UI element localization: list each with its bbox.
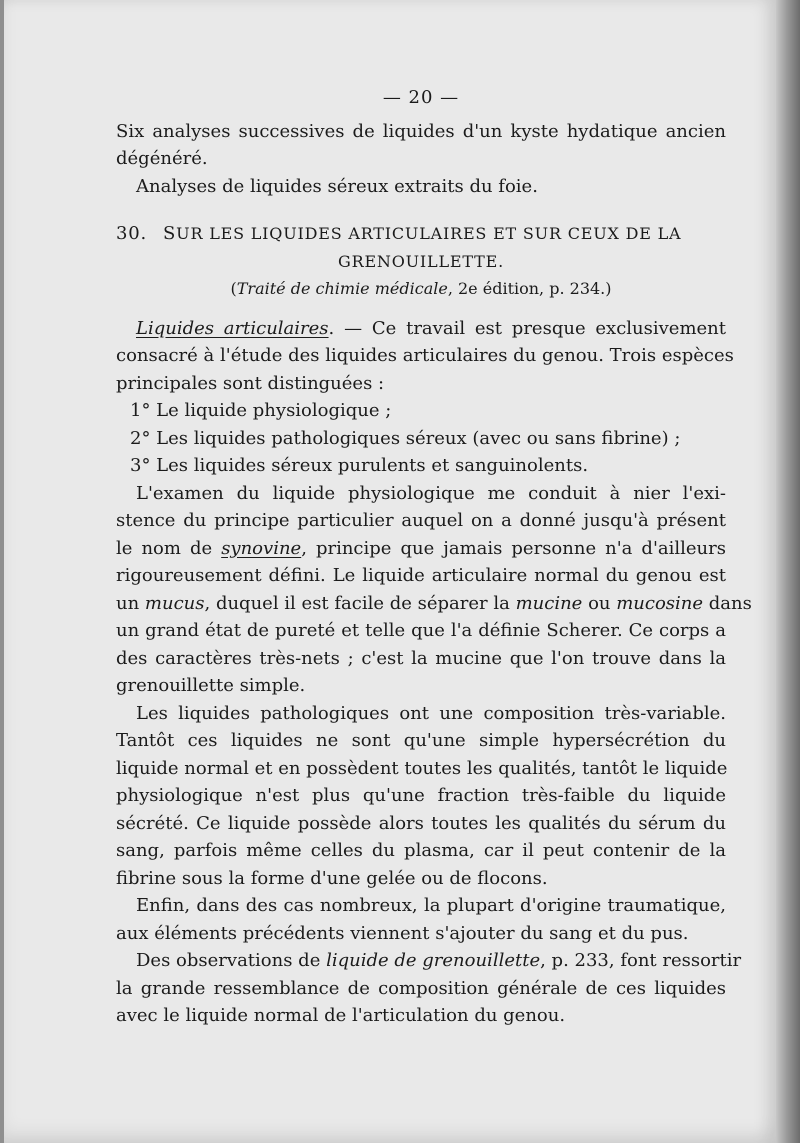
section-number: 30. [116,223,148,244]
paragraph-line: Des observations de liquide de grenouillette, p. 233, font ressortir [136,950,742,971]
page-number: — 20 — [382,87,460,108]
paragraph-line: sang, parfois même celles du plasma, car il peut contenir de la [116,840,726,861]
page-text [116,84,752,1030]
paragraph-line: Enfin, dans des cas nombreux, la plupart d'origine traumatique, [136,895,726,916]
section-reference: (Traité de chimie médicale, 2e édition, p. 234.) [230,279,612,298]
document-page [4,0,776,1143]
list-item: 2° Les liquides pathologiques séreux (avec ou sans fibrine) ; [130,427,681,449]
paragraph-line: rigoureusement défini. Le liquide articulaire normal du genou est [116,565,726,586]
paragraph-line: liquide normal et en possèdent toutes les qualités, tantôt le liquide [116,757,728,779]
paragraph-line: des caractères très-nets ; c'est la mucine que l'on trouve dans la [116,647,726,669]
section-title-line1: UR LES LIQUIDES ARTICULAIRES ET SUR CEUX DE LA [176,224,682,243]
list-item: 1° Le liquide physiologique ; [130,400,392,421]
intro-line: Analyses de liquides séreux extraits du foie. [136,175,538,197]
paragraph-line: avec le liquide normal de l'articulation du genou. [116,1005,566,1026]
paragraph-line: un grand état de pureté et telle que l'a définie Scherer. Ce corps a [116,620,726,641]
paragraph-line: Liquides articulaires. — Ce travail est presque exclusivement [136,317,726,339]
section-title-initial: S [163,223,177,244]
paragraph-line: Les liquides pathologiques ont une composition très-variable. [136,702,726,724]
paragraph-line: L'examen du liquide physiologique me conduit à nier l'exi- [136,482,726,504]
section-title-line2: GRENOUILLETTE. [338,251,504,271]
page-edge-shadow [776,0,800,1143]
paragraph-line: Tantôt ces liquides ne sont qu'une simple hypersécrétion du [116,730,726,751]
section-heading [116,220,726,248]
intro-line: dégénéré. [116,148,208,169]
paragraph-line: sécrété. Ce liquide possède alors toutes les qualités du sérum du [116,812,726,834]
paragraph-line: fibrine sous la forme d'une gelée ou de flocons. [116,867,548,889]
paragraph-line: grenouillette simple. [116,675,306,696]
list-item: 3° Les liquides séreux purulents et sanguinolents. [130,455,589,476]
paragraph-line: un mucus, duquel il est facile de séparer la mucine ou mucosine dans [116,592,752,614]
paragraph-line: consacré à l'étude des liquides articulaires du genou. Trois espèces [116,345,734,366]
paragraph-lead: Liquides articulaires [136,317,329,339]
paragraph-line: stence du principe particulier auquel on a donné jusqu'à présent [116,510,726,531]
paragraph-line: physiologique n'est plus qu'une fraction très-faible du liquide [116,785,726,806]
paragraph-line: aux éléments précédents viennent s'ajouter du sang et du pus. [116,922,689,944]
paragraph-line: la grande ressemblance de composition générale de ces liquides [116,977,726,999]
intro-line: Six analyses successives de liquides d'un kyste hydatique ancien [116,120,726,142]
paragraph-line: principales sont distinguées : [116,372,385,394]
paragraph-line: le nom de synovine, principe que jamais personne n'a d'ailleurs [116,537,726,559]
reference-title: Traité de chimie médicale [236,279,448,298]
